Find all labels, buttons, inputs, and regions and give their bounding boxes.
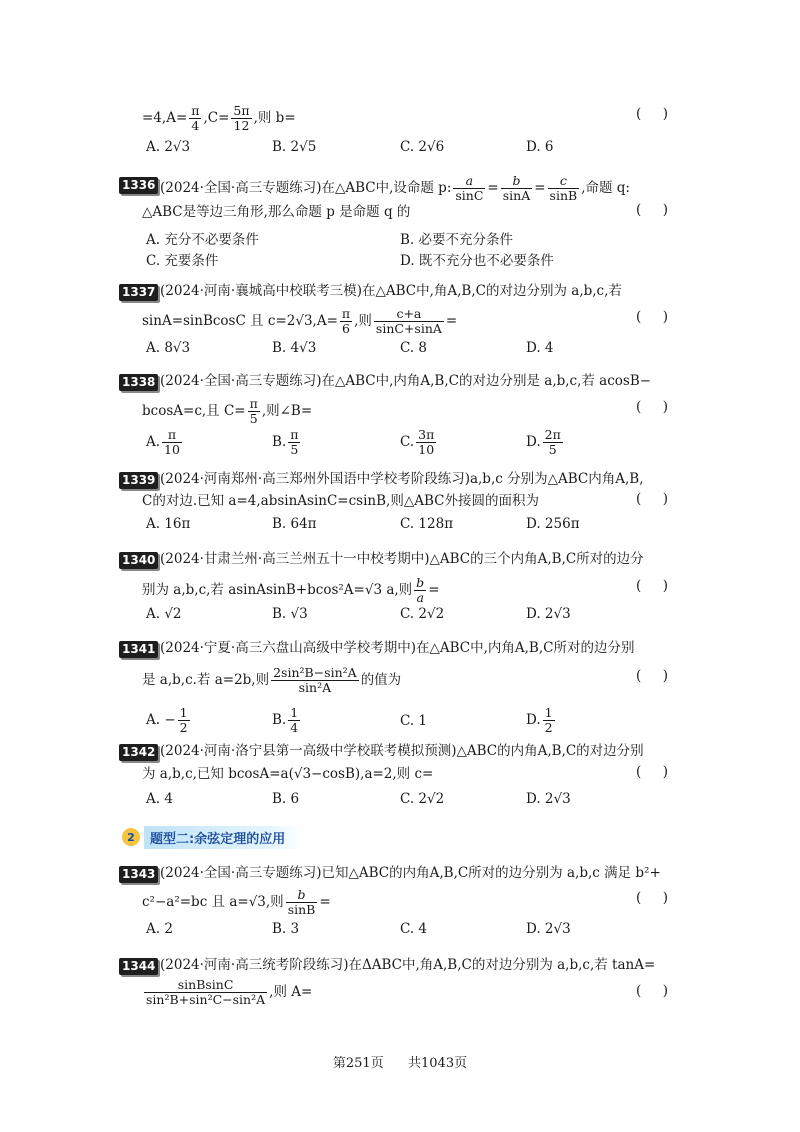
option-b: B. 2√5 xyxy=(272,139,317,155)
q1344-line1: (2024·河南·高三统考阶段练习)在ΔABC中,角A,B,C的对边分别为 a,b,c,若 tanA= xyxy=(160,957,656,973)
option-d: D. 6 xyxy=(526,139,554,155)
question-number: 1340 xyxy=(119,552,158,569)
answer-blank: ( ) xyxy=(636,890,668,906)
option-a: A. 2 xyxy=(146,921,173,937)
option-b: B. √3 xyxy=(272,606,308,622)
fraction: $\frac{c}{\sin B}$ xyxy=(549,173,578,203)
question-number: 1339 xyxy=(119,472,158,489)
q1337-line2: sinA=sinBcosC 且 c=2√3,A= $\frac{\pi}{6}$ ,则 $\frac{c+a}{\sin C+\sin A}$ = xyxy=(142,306,458,336)
answer-blank: ( ) xyxy=(636,106,668,122)
option-a: A. 2√3 xyxy=(146,139,191,155)
q1336-line2: △ABC是等边三角形,那么命题 p 是命题 q 的 xyxy=(142,204,411,220)
page-total: 共1043页 xyxy=(408,1056,468,1071)
q1338-line2: bcosA=c,且 C= $\frac{\pi}{5}$ ,则∠B= xyxy=(142,396,313,426)
option-c: C. 1 xyxy=(400,713,428,729)
answer-blank: ( ) xyxy=(636,309,668,325)
option-d: D. $\frac{2\pi}{5}$ xyxy=(526,427,561,457)
fraction: $\frac{\pi}{4}$ xyxy=(191,103,200,133)
q1343-line2: c²−a²=bc 且 a=√3,则 $\frac{b}{\sin B}$ = xyxy=(142,887,331,917)
option-d: D. 256π xyxy=(526,516,580,532)
fraction: $\frac{\pi}{6}$ xyxy=(341,306,351,336)
option-b: B. 6 xyxy=(272,791,300,807)
option-c: C. 2√6 xyxy=(400,139,445,155)
q1340-line1: (2024·甘肃兰州·高三兰州五十一中校考期中)△ABC的三个内角A,B,C所对的边分 xyxy=(160,551,644,567)
option-b: B. 64π xyxy=(272,516,317,532)
option-c: C. 128π xyxy=(400,516,454,532)
option-d: D. 4 xyxy=(526,340,554,356)
option-b: B. 4√3 xyxy=(272,340,317,356)
q1342-line1: (2024·河南·洛宁县第一高级中学校联考模拟预测)△ABC的内角A,B,C的对边分别 xyxy=(160,743,644,759)
option-a: A. √2 xyxy=(146,606,182,622)
question-number: 1338 xyxy=(119,374,158,391)
question-number: 1341 xyxy=(119,641,158,658)
answer-blank: ( ) xyxy=(636,983,668,999)
q1339-line1: (2024·河南郑州·高三郑州外国语中学校考阶段练习)a,b,c 分别为△ABC内角A,B, xyxy=(160,471,644,487)
fraction: $\frac{b}{\sin A}$ xyxy=(502,173,531,203)
option-b: B. $\frac{1}{4}$ xyxy=(272,705,299,735)
option-c: C. 2√2 xyxy=(400,791,445,807)
answer-blank: ( ) xyxy=(636,668,668,684)
option-a: A. $\frac{\pi}{10}$ xyxy=(146,427,180,457)
q1339-line2: C的对边.已知 a=4,absinAsinC=csinB,则△ABC外接圆的面积为 xyxy=(142,493,539,509)
fraction: $\frac{c+a}{\sin C+\sin A}$ xyxy=(375,306,442,336)
option-a: A. 4 xyxy=(146,791,173,807)
option-c: C. 充要条件 xyxy=(146,253,219,269)
question-number: 1336 xyxy=(119,177,158,194)
answer-blank: ( ) xyxy=(636,491,668,507)
q1341-line1: (2024·宁夏·高三六盘山高级中学校考期中)在△ABC中,内角A,B,C所对的边分别 xyxy=(160,640,635,656)
option-c: C. 2√2 xyxy=(400,606,445,622)
option-c: C. 4 xyxy=(400,921,428,937)
q1344-line2: $\frac{\text{sinBsinC}}{\text{sin²B+sin²C−sin²A}}$ ,则 A= xyxy=(146,977,313,1007)
page-number: 第251页 xyxy=(332,1056,384,1071)
answer-blank: ( ) xyxy=(636,202,668,218)
option-d: D. 2√3 xyxy=(526,791,571,807)
q1336-line1: (2024·全国·高三专题练习)在△ABC中,设命题 p: $\frac{a}{\sin C}$ = $\frac{b}{\sin A}$ = $\frac{c}{\sin B}$ ,命题 q: xyxy=(160,173,630,203)
option-b: B. 必要不充分条件 xyxy=(400,232,514,248)
option-a: A. − $\frac{1}{2}$ xyxy=(146,705,188,735)
question-number: 1344 xyxy=(119,958,158,975)
option-d: D. 既不充分也不必要条件 xyxy=(400,253,554,269)
option-c: C. $\frac{3\pi}{10}$ xyxy=(400,427,435,457)
fraction: $\frac{\text{2sin²B−sin²A}}{\text{sin²A}}$ xyxy=(273,665,357,695)
answer-blank: ( ) xyxy=(636,399,668,415)
q1341-line2: 是 a,b,c.若 a=2b,则 $\frac{\text{2sin²B−sin²A}}{\text{sin²A}}$ 的值为 xyxy=(142,665,402,695)
q1340-line2: 别为 a,b,c,若 asinAsinB+bcos²A=√3 a,则 $\frac{b}{a}$ = xyxy=(142,575,440,605)
page-footer xyxy=(0,1052,800,1071)
option-d: D. 2√3 xyxy=(526,606,571,622)
question-number: 1342 xyxy=(119,744,158,761)
q1343-line1: (2024·全国·高三专题练习)已知△ABC的内角A,B,C所对的边分别为 a,b,c 满足 b²+ xyxy=(160,865,661,881)
q1337-line1: (2024·河南·襄城高中校联考三模)在△ABC中,角A,B,C的对边分别为 a,b,c,若 xyxy=(160,283,622,299)
option-b: B. $\frac{\pi}{5}$ xyxy=(272,427,299,457)
option-b: B. 3 xyxy=(272,921,300,937)
q1338-line1: (2024·全国·高三专题练习)在△ABC中,内角A,B,C的对边分别是 a,b,c,若 acosB− xyxy=(160,373,652,389)
question-number: 1337 xyxy=(119,284,158,301)
answer-blank: ( ) xyxy=(636,764,668,780)
fraction: $\frac{a}{\sin C}$ xyxy=(455,173,484,203)
option-a: A. 16π xyxy=(146,516,191,532)
q1342-line2: 为 a,b,c,已知 bcosA=a(√3−cosB),a=2,则 c= xyxy=(142,766,434,782)
q1335-stem: =4,A= $\frac{\pi}{4}$ ,C= $\frac{5\pi}{12}$ ,则 b= xyxy=(142,103,296,133)
section-label: 题型二:余弦定理的应用 xyxy=(144,826,303,849)
option-d: D. $\frac{1}{2}$ xyxy=(526,705,553,735)
section-number-badge: 2 xyxy=(122,828,140,846)
fraction: $\frac{b}{a}$ xyxy=(416,575,425,605)
option-a: A. 8√3 xyxy=(146,340,191,356)
answer-blank: ( ) xyxy=(636,578,668,594)
option-a: A. 充分不必要条件 xyxy=(146,232,259,248)
section-heading xyxy=(122,826,303,848)
fraction: $\frac{b}{\sin B}$ xyxy=(287,887,316,917)
option-d: D. 2√3 xyxy=(526,921,571,937)
option-c: C. 8 xyxy=(400,340,428,356)
fraction: $\frac{5\pi}{12}$ xyxy=(233,103,250,133)
fraction: $\frac{\text{sinBsinC}}{\text{sin²B+sin²C−sin²A}}$ xyxy=(146,977,266,1007)
question-number: 1343 xyxy=(119,866,158,883)
fraction: $\frac{\pi}{5}$ xyxy=(249,396,258,426)
